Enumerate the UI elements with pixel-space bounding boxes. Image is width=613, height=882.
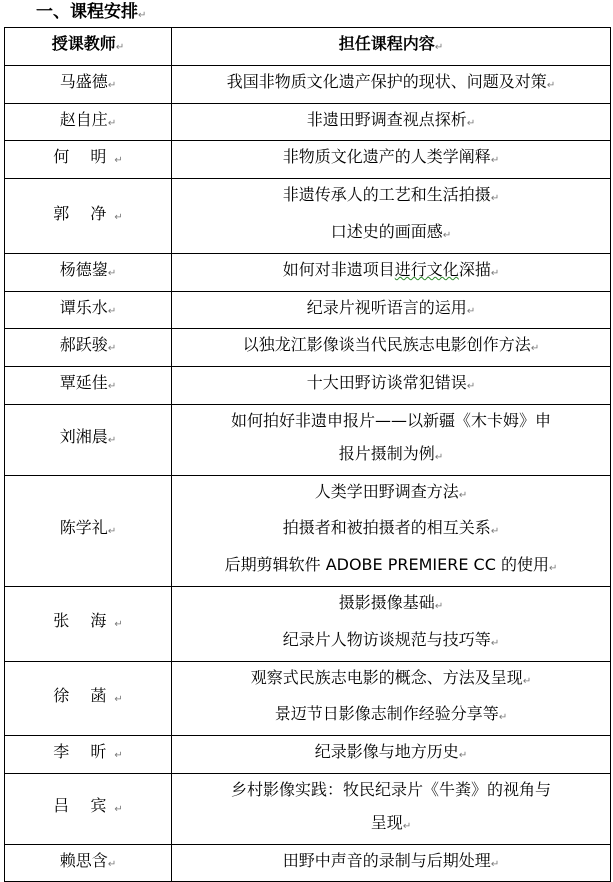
table-row (5, 329, 611, 367)
course-content-text: 非遗传承人的工艺和生活拍摄 (282, 185, 491, 205)
course-content-text: 人类学田野调查方法 (314, 481, 459, 501)
table-row (5, 661, 611, 736)
course-content-line (172, 662, 610, 699)
course-content-cell (172, 103, 611, 141)
paragraph-mark: ↵ (458, 489, 468, 501)
paragraph-mark: ↵ (522, 675, 532, 687)
paragraph-mark: ↵ (114, 804, 123, 816)
table-row (5, 475, 611, 586)
table-row (5, 291, 611, 329)
course-content-line (172, 736, 610, 773)
paragraph-mark: ↵ (530, 343, 540, 355)
paragraph-mark: ↵ (490, 267, 500, 279)
teacher-name: 郝跃骏 (59, 335, 108, 355)
paragraph-mark: ↵ (466, 381, 476, 393)
course-content-line (172, 66, 610, 103)
course-content-cell (172, 773, 611, 844)
course-content-cell (172, 65, 611, 103)
table-body (5, 65, 611, 882)
section-title-text: 一、课程安排 (36, 2, 138, 22)
teacher-name: 马盛德 (59, 71, 108, 91)
teacher-name: 李 昕 (53, 742, 115, 762)
paragraph-mark: ↵ (490, 193, 500, 205)
course-content-text: 田野中声音的录制与后期处理 (282, 850, 491, 870)
teacher-name: 郭 净 (53, 203, 115, 223)
course-content-text: 摄影摄像基础 (338, 592, 435, 612)
course-content-line (172, 367, 610, 404)
course-content-text: 十大田野访谈常犯错误 (306, 373, 467, 393)
course-content-text: 纪录片人物访谈规范与技巧等 (282, 629, 491, 649)
course-content-line (172, 476, 610, 513)
teacher-cell (5, 141, 172, 179)
course-content-line (172, 845, 610, 882)
paragraph-mark: ↵ (107, 526, 117, 538)
course-content-cell (172, 253, 611, 291)
teacher-cell (5, 475, 172, 586)
course-content-text: 口述史的画面感 (330, 221, 443, 241)
paragraph-mark: ↵ (107, 267, 117, 279)
course-content-cell (172, 475, 611, 586)
paragraph-mark: ↵ (434, 451, 444, 463)
paragraph-mark: ↵ (107, 117, 117, 129)
teacher-cell (5, 253, 172, 291)
course-content-text: 以独龙江影像谈当代民族志电影创作方法 (242, 335, 531, 355)
teacher-cell (5, 773, 172, 844)
paragraph-mark: ↵ (114, 155, 123, 167)
course-content-line (172, 587, 610, 624)
teacher-name: 张 海 (53, 611, 115, 631)
teacher-cell (5, 329, 172, 367)
course-content-line (172, 624, 610, 661)
teacher-name: 何 明 (53, 147, 115, 167)
course-content-line (172, 698, 610, 735)
teacher-name: 吕 宾 (53, 796, 115, 816)
paragraph-mark: ↵ (490, 526, 500, 538)
course-content-line (172, 438, 610, 475)
course-content-text: 报片摄制为例 (338, 443, 435, 463)
course-content-line (172, 141, 610, 178)
paragraph-mark: ↵ (114, 211, 123, 223)
course-content-text: 如何拍好非遗申报片——以新疆《木卡姆》申 (230, 410, 551, 430)
course-content-cell (172, 736, 611, 774)
course-content-cell (172, 329, 611, 367)
paragraph-mark: ↵ (402, 820, 412, 832)
course-content-line (172, 549, 610, 586)
header-content: 担任课程内容↵ (172, 28, 611, 66)
table-row (5, 65, 611, 103)
paragraph-mark: ↵ (107, 381, 117, 393)
course-content-text: 拍摄者和被拍摄者的相互关系 (282, 518, 491, 538)
course-content-line (172, 807, 610, 844)
teacher-cell (5, 844, 172, 882)
teacher-name: 刘湘晨 (59, 427, 108, 447)
header-teacher: 授课教师↵ (5, 28, 172, 66)
teacher-cell (5, 661, 172, 736)
teacher-name: 徐 菡 (53, 685, 115, 705)
course-content-cell (172, 179, 611, 254)
course-content-cell (172, 291, 611, 329)
course-content-line (172, 329, 610, 366)
teacher-name: 覃延佳 (59, 373, 108, 393)
course-content-line (172, 405, 610, 438)
course-content-text: 如何对非遗项目进行文化深描 (282, 259, 491, 279)
table-row (5, 141, 611, 179)
course-content-cell (172, 844, 611, 882)
section-title (36, 2, 146, 26)
course-content-text: 观察式民族志电影的概念、方法及呈现 (250, 667, 523, 687)
course-content-line (172, 254, 610, 291)
paragraph-mark: ↵ (442, 229, 452, 241)
paragraph-mark: ↵ (114, 619, 123, 631)
course-content-line (172, 512, 610, 549)
table-row (5, 103, 611, 141)
paragraph-mark: ↵ (107, 343, 117, 355)
paragraph-mark: ↵ (466, 117, 476, 129)
table-row (5, 367, 611, 405)
paragraph-mark: ↵ (107, 305, 117, 317)
paragraph-mark: ↵ (434, 600, 444, 612)
proofing-underline: 进行文化 (394, 259, 459, 279)
course-schedule-table (4, 27, 611, 882)
course-content-text: 非遗田野调查视点探析 (306, 109, 467, 129)
table-row (5, 404, 611, 475)
table-header-row (5, 28, 611, 66)
teacher-name: 谭乐水 (59, 297, 108, 317)
course-content-cell (172, 586, 611, 661)
paragraph-mark: ↵ (490, 155, 500, 167)
teacher-cell (5, 103, 172, 141)
paragraph-mark: ↵ (458, 750, 468, 762)
course-content-line (172, 292, 610, 329)
course-content-line (172, 774, 610, 807)
paragraph-mark: ↵ (114, 750, 123, 762)
paragraph-mark: ↵ (498, 712, 508, 724)
teacher-name: 赖思含 (59, 850, 108, 870)
paragraph-mark: ↵ (466, 305, 476, 317)
course-content-text: 纪录影像与地方历史 (314, 742, 459, 762)
table-row (5, 844, 611, 882)
teacher-cell (5, 179, 172, 254)
teacher-cell (5, 404, 172, 475)
course-content-line (172, 104, 610, 141)
course-content-text: 景迈节日影像志制作经验分享等 (274, 704, 499, 724)
paragraph-mark: ↵ (138, 10, 147, 21)
teacher-cell (5, 291, 172, 329)
course-content-cell (172, 141, 611, 179)
course-content-cell (172, 367, 611, 405)
course-content-line (172, 179, 610, 216)
course-content-line (172, 216, 610, 253)
course-content-cell (172, 404, 611, 475)
paragraph-mark: ↵ (107, 79, 117, 91)
table-row (5, 773, 611, 844)
course-content-text: 呈现 (370, 812, 403, 832)
course-content-text: 非物质文化遗产的人类学阐释 (282, 147, 491, 167)
paragraph-mark: ↵ (548, 563, 558, 575)
table-row (5, 586, 611, 661)
teacher-name: 陈学礼 (59, 518, 108, 538)
paragraph-mark: ↵ (490, 637, 500, 649)
course-content-text: 纪录片视听语言的运用 (306, 297, 467, 317)
paragraph-mark: ↵ (114, 693, 123, 705)
course-content-text: 乡村影像实践：牧民纪录片《牛粪》的视角与 (230, 779, 551, 799)
paragraph-mark: ↵ (546, 79, 556, 91)
paragraph-mark: ↵ (107, 435, 117, 447)
table-row (5, 179, 611, 254)
table-row (5, 253, 611, 291)
teacher-cell (5, 367, 172, 405)
teacher-cell (5, 736, 172, 774)
teacher-cell (5, 586, 172, 661)
course-content-text: 我国非物质文化遗产保护的现状、问题及对策 (226, 71, 547, 91)
table-row (5, 736, 611, 774)
course-content-cell (172, 661, 611, 736)
paragraph-mark: ↵ (107, 858, 117, 870)
course-content-text: 后期剪辑软件 ADOBE PREMIERE CC 的使用 (224, 555, 549, 575)
teacher-name: 赵自庄 (59, 109, 108, 129)
teacher-cell (5, 65, 172, 103)
paragraph-mark: ↵ (490, 858, 500, 870)
teacher-name: 杨德鋆 (59, 259, 108, 279)
